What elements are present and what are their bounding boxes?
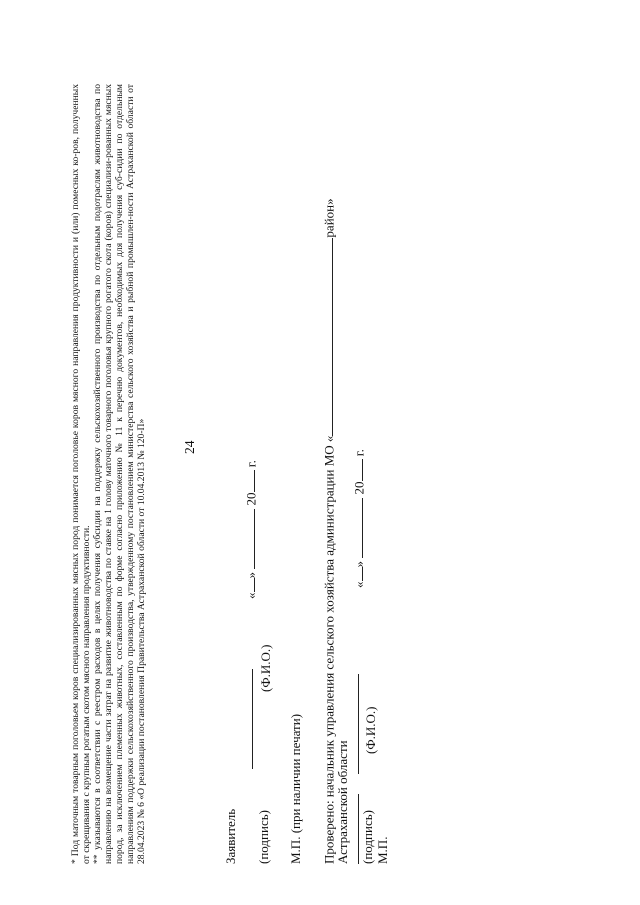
verification-stamp: М.П. <box>375 836 390 864</box>
applicant-name-line <box>252 669 253 769</box>
page-number: 24 <box>182 440 197 454</box>
verification-text: Проверено: начальник управления сельского хозяйства администрации МО « <box>321 435 337 864</box>
applicant-stamp-note: М.П. (при наличии печати) <box>288 713 303 864</box>
applicant-signature-caption: (подпись) <box>256 810 271 864</box>
verification-region: Астраханской области <box>335 740 350 864</box>
applicant-label: Заявитель <box>223 808 238 864</box>
applicant-date-open: « <box>243 592 259 599</box>
verification-year-field[interactable] <box>350 460 363 482</box>
verification-day-field[interactable] <box>350 568 363 582</box>
verification-date-close: » <box>351 561 367 568</box>
verification-name-line <box>358 674 359 774</box>
applicant-year-suffix: г. <box>243 460 259 468</box>
applicant-year-prefix: 20 <box>243 492 259 506</box>
applicant-date <box>242 460 259 599</box>
rotated-content <box>70 14 490 864</box>
applicant-month-field[interactable] <box>242 509 255 569</box>
verification-signature-line <box>358 794 359 864</box>
applicant-year-field[interactable] <box>242 471 255 493</box>
verification-name-caption: (Ф.И.О.) <box>363 706 378 754</box>
footnotes <box>70 84 147 864</box>
district-suffix: район» <box>321 198 337 238</box>
verification-year-prefix: 20 <box>351 481 367 495</box>
footnote-1: * Под маточным товарным поголовьем коров специализированных мясных пород понимается поголовье коров мясного направления продуктивности и (или) помесных ко-ров, полученных от скрещивания с крупным рогатым скотом мясного направления продуктивности. <box>70 84 92 864</box>
verification-year-suffix: г. <box>351 449 367 457</box>
applicant-day-field[interactable] <box>242 579 255 593</box>
district-field[interactable] <box>320 238 333 436</box>
verification-month-field[interactable] <box>350 498 363 558</box>
verification-date <box>350 449 367 588</box>
applicant-name-caption: (Ф.И.О.) <box>258 644 273 692</box>
verification-signature-caption: (подпись) <box>360 810 375 864</box>
verification-date-open: « <box>351 581 367 588</box>
footnote-2: ** указываются в соответствии с реестром расходов в целях получения субсидии на поддержку сельскохозяйственного производства по отдельным подотраслям животноводства по направлению на возмещение части затрат на развитие животноводства по ставке на 1 голову маточного товарного поголовья крупного рогатого скота (коров) специализи-рованных мясных пород, за исключением племенных животных, составленным по форме согласно приложению № 11 к перечню документов, необходимых для получения суб-сидии по отдельным направлениям поддержки сельскохозяйственного производства, утвержденному постановлением министерства сельского хозяйства и рыбной промышлен-ности Астраханской области от 28.04.2023 № 6 «О реализации постановления Правительства Астраханской области от 10.04.2013 № 120-П» <box>92 84 147 864</box>
applicant-date-close: » <box>243 572 259 579</box>
